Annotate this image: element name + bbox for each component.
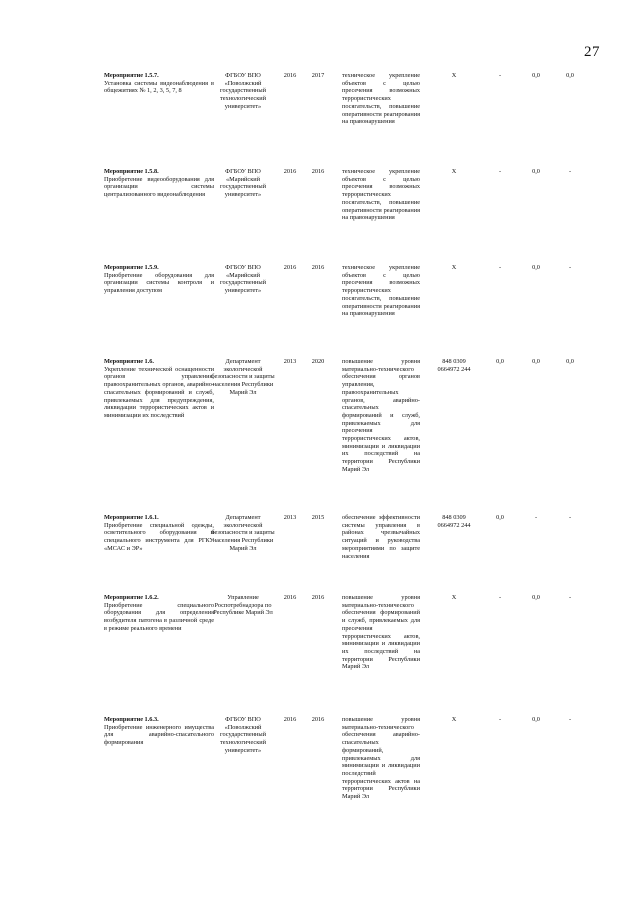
measure-name-cell	[104, 264, 214, 295]
measure-label: Мероприятие 1.6.1.	[104, 514, 159, 521]
start-year-cell: 2013	[283, 358, 297, 365]
expected-result-cell: техническое укрепление объектов с целью пресечения возможных террористических посягательств, повышение оперативности реагирования на правонарушения	[342, 168, 420, 222]
value-cell-3: -	[568, 716, 572, 723]
value-cell-3: 0,0	[566, 72, 574, 79]
value-cell-2: 0,0	[532, 72, 540, 79]
start-year-cell: 2013	[283, 514, 297, 521]
budget-code-cell: Х	[451, 168, 457, 175]
value-cell-1: -	[498, 168, 502, 175]
measure-name: Приобретение видеооборудования для организации системы централизованного видеонаблюдения	[104, 175, 214, 199]
expected-result-cell: техническое укрепление объектов с целью пресечения возможных террористических посягательств, повышение оперативности реагирования на правонарушения	[342, 72, 420, 126]
value-cell-3: -	[568, 264, 572, 271]
end-year-cell: 2016	[311, 168, 325, 175]
expected-result-cell: обеспечение эффективности системы управления в районах чрезвычайных ситуаций и руководства мероприятиями по защите населения	[342, 514, 420, 560]
budget-code-cell: 848 0309 0664972 244	[437, 514, 471, 529]
measure-label: Мероприятие 1.5.7.	[104, 72, 159, 79]
budget-code-cell: 848 0309 0664972 244	[437, 358, 471, 373]
expected-result-cell: техническое укрепление объектов с целью пресечения возможных террористических посягательств, повышение оперативности реагирования на правонарушения	[342, 264, 420, 318]
measure-name-cell	[104, 594, 214, 633]
value-cell-3: -	[568, 594, 572, 601]
value-cell-2: -	[534, 514, 538, 521]
value-cell-3: 0,0	[566, 358, 574, 365]
end-year-cell: 2016	[311, 594, 325, 601]
executor-cell: ФГБОУ ВПО «Поволжский государственный технологический университет»	[219, 72, 266, 110]
value-cell-3: -	[568, 168, 572, 175]
value-cell-1: -	[498, 72, 502, 79]
budget-code-cell: Х	[451, 716, 457, 723]
measure-label: Мероприятие 1.6.	[104, 358, 155, 365]
start-year-cell: 2016	[283, 264, 297, 271]
expected-result-cell: повышение уровня материально-технического обеспечения органов управления, правоохранительных органов, аварийно-спасательных формирований и служб, привлекаемых для пресечения террористических актов, минимизации и ликвидации их последствий на территории Республики Марий Эл	[342, 358, 420, 473]
budget-code-cell: Х	[451, 264, 457, 271]
end-year-cell: 2016	[311, 716, 325, 723]
start-year-cell: 2016	[283, 716, 297, 723]
measure-name: Приобретение инженерного имущества для аварийно-спасательного формирования	[104, 723, 214, 747]
executor-cell: Департамент экологической безопасности и защиты населения Республики Марий Эл	[211, 514, 275, 552]
value-cell-2: 0,0	[532, 358, 540, 365]
budget-code-cell: Х	[451, 594, 457, 601]
expected-result-cell: повышение уровня материально-технического обеспечения аварийно-спасательных формирований, привлекаемых для минимизации и ликвидации последствий террористических актов на территории Республики Марий Эл	[342, 716, 420, 801]
measure-name: Установка системы видеонаблюдения в общежитиях № 1, 2, 3, 5, 7, 8	[104, 79, 214, 95]
executor-cell: Управление Роспотребнадзора по Республике Марий Эл	[213, 594, 273, 617]
start-year-cell: 2016	[283, 168, 297, 175]
measure-label: Мероприятие 1.6.2.	[104, 594, 159, 601]
measure-name-cell	[104, 514, 214, 553]
measure-name-cell	[104, 72, 214, 95]
start-year-cell: 2016	[283, 72, 297, 79]
end-year-cell: 2017	[311, 72, 325, 79]
expected-result-cell: повышение уровня материально-технического обеспечения формирований и служб, привлекаемых для пресечения террористических актов, минимизации и ликвидации их последствий на территории Республики Марий Эл	[342, 594, 420, 671]
start-year-cell: 2016	[283, 594, 297, 601]
page-number: 27	[584, 44, 600, 60]
measure-name: Приобретение специальной одежды, осветительного оборудования и специального инструмента для РГКУ «МСАС и ЭР»	[104, 521, 214, 552]
measure-label: Мероприятие 1.6.3.	[104, 716, 159, 723]
measure-name-cell	[104, 716, 214, 747]
measure-label: Мероприятие 1.5.8.	[104, 168, 159, 175]
value-cell-1: -	[498, 716, 502, 723]
budget-code-cell: Х	[451, 72, 457, 79]
value-cell-2: 0,0	[532, 168, 540, 175]
measure-name-cell	[104, 168, 214, 199]
measure-name: Приобретение специального оборудования для определения возбудителя патогена в различной среде в режиме реального времени	[104, 601, 214, 632]
measure-name: Укрепление технической оснащенности органов управления, правоохранительных органов, аварийно-спасательных формирований и служб, привлекаемых для предупреждения, ликвидации террористических актов и минимизации их последствий	[104, 365, 214, 419]
value-cell-1: -	[498, 264, 502, 271]
executor-cell: ФГБОУ ВПО «Марийский государственный университет»	[220, 264, 266, 295]
value-cell-1: -	[498, 594, 502, 601]
value-cell-3: -	[568, 514, 572, 521]
executor-cell: Департамент экологической безопасности и защиты населения Республики Марий Эл	[211, 358, 275, 396]
value-cell-1: 0,0	[496, 514, 504, 521]
value-cell-2: 0,0	[532, 594, 540, 601]
executor-cell: ФГБОУ ВПО «Поволжский государственный технологический университет»	[219, 716, 266, 754]
measure-label: Мероприятие 1.5.9.	[104, 264, 159, 271]
value-cell-2: 0,0	[532, 716, 540, 723]
executor-cell: ФГБОУ ВПО «Марийский государственный университет»	[220, 168, 266, 199]
end-year-cell: 2020	[311, 358, 325, 365]
measure-name-cell	[104, 358, 214, 420]
value-cell-1: 0,0	[496, 358, 504, 365]
end-year-cell: 2015	[311, 514, 325, 521]
end-year-cell: 2016	[311, 264, 325, 271]
measure-name: Приобретение оборудования для организации системы контроля и управления доступом	[104, 271, 214, 295]
value-cell-2: 0,0	[532, 264, 540, 271]
